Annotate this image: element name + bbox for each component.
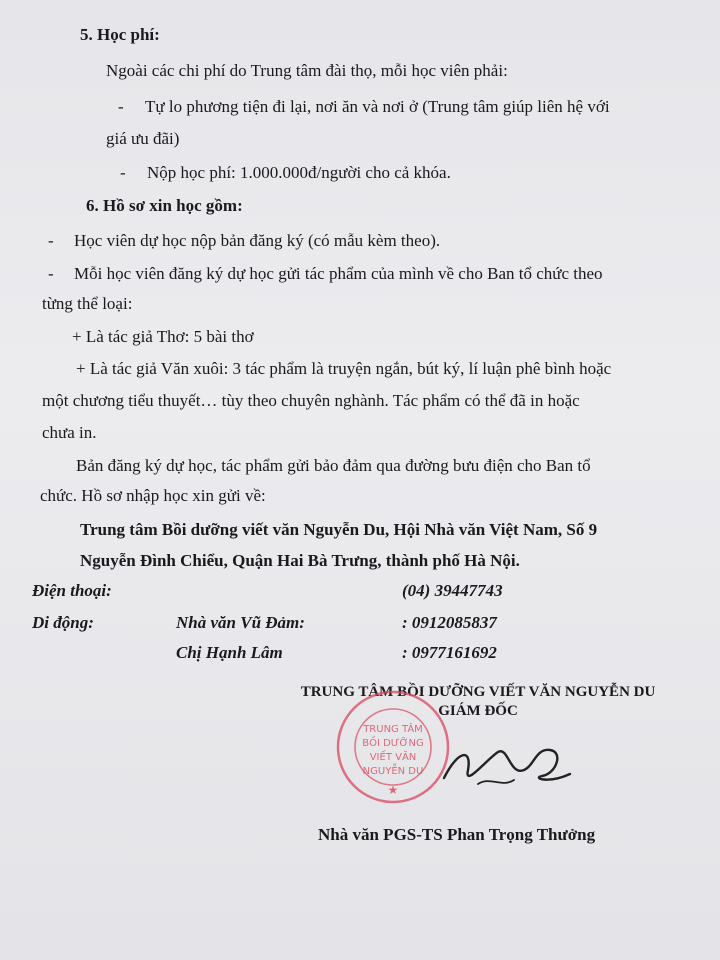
section-5-intro: Ngoài các chi phí do Trung tâm đài thọ, mỗi học viên phải: — [106, 61, 508, 80]
prose-requirement-line-2: một chương tiểu thuyết… tùy theo chuyên nghành. Tác phẩm có thể đã in hoặc — [42, 391, 580, 410]
contact-2-phone: : 0977161692 — [402, 643, 497, 662]
section-5-heading: 5. Học phí: — [80, 25, 160, 44]
signature-org: TRUNG TÂM BỒI DƯỠNG VIẾT VĂN NGUYỄN DU — [300, 684, 656, 700]
poetry-requirement: + Là tác giả Thơ: 5 bài thơ — [72, 327, 254, 346]
address-line-1: Trung tâm Bồi dưỡng viết văn Nguyễn Du, Hội Nhà văn Việt Nam, Số 9 — [80, 520, 598, 539]
section-5-bullet-1-line-2: giá ưu đãi) — [106, 129, 180, 148]
signature-title: GIÁM ĐỐC — [438, 703, 518, 719]
signatory-name: Nhà văn PGS-TS Phan Trọng Thưởng — [318, 825, 596, 844]
send-instruction-line-2: chức. Hồ sơ nhập học xin gửi về: — [40, 486, 266, 505]
stamp-text-line: NGUYỄN DU — [362, 766, 424, 777]
mobile-label: Di động: — [32, 613, 94, 632]
section-6-heading: 6. Hồ sơ xin học gồm: — [86, 196, 243, 215]
section-5-bullet-2: Nộp học phí: 1.000.000đ/người cho cả khóa. — [147, 163, 451, 182]
bullet-dash: - — [48, 264, 54, 283]
phone-number: (04) 39447743 — [402, 581, 503, 600]
section-6-item-2-line-1: Mỗi học viên đăng ký dự học gửi tác phẩm của mình về cho Ban tổ chức theo — [74, 264, 603, 283]
prose-requirement-line-1: + Là tác giả Văn xuôi: 3 tác phẩm là truyện ngắn, bút ký, lí luận phê bình hoặc — [76, 359, 612, 378]
address-line-2: Nguyễn Đình Chiểu, Quận Hai Bà Trưng, thành phố Hà Nội. — [80, 551, 520, 570]
section-6-item-2-line-2: từng thể loại: — [42, 294, 133, 313]
phone-label: Điện thoại: — [32, 581, 112, 600]
contact-1-name: Nhà văn Vũ Đảm: — [176, 613, 305, 632]
bullet-dash: - — [120, 163, 126, 182]
stamp-text-line: TRUNG TÂM — [363, 724, 423, 735]
bullet-dash: - — [118, 97, 124, 116]
official-stamp — [334, 688, 452, 806]
section-5-bullet-1-line-1: Tự lo phương tiện đi lại, nơi ăn và nơi ở (Trung tâm giúp liên hệ với — [145, 97, 610, 116]
contact-2-name: Chị Hạnh Lâm — [176, 643, 283, 662]
bullet-dash: - — [48, 231, 54, 250]
stamp-text-line: BỒI DƯỠNG — [362, 738, 424, 749]
handwritten-signature — [438, 730, 588, 800]
contact-1-phone: : 0912085837 — [402, 613, 497, 632]
stamp-text-line: VIẾT VĂN — [369, 752, 417, 763]
prose-requirement-line-3: chưa in. — [42, 423, 97, 442]
svg-text:★: ★ — [387, 783, 399, 797]
section-6-item-1: Học viên dự học nộp bản đăng ký (có mẫu kèm theo). — [74, 231, 441, 250]
send-instruction-line-1: Bản đăng ký dự học, tác phẩm gửi bảo đảm qua đường bưu điện cho Ban tổ — [76, 456, 591, 475]
